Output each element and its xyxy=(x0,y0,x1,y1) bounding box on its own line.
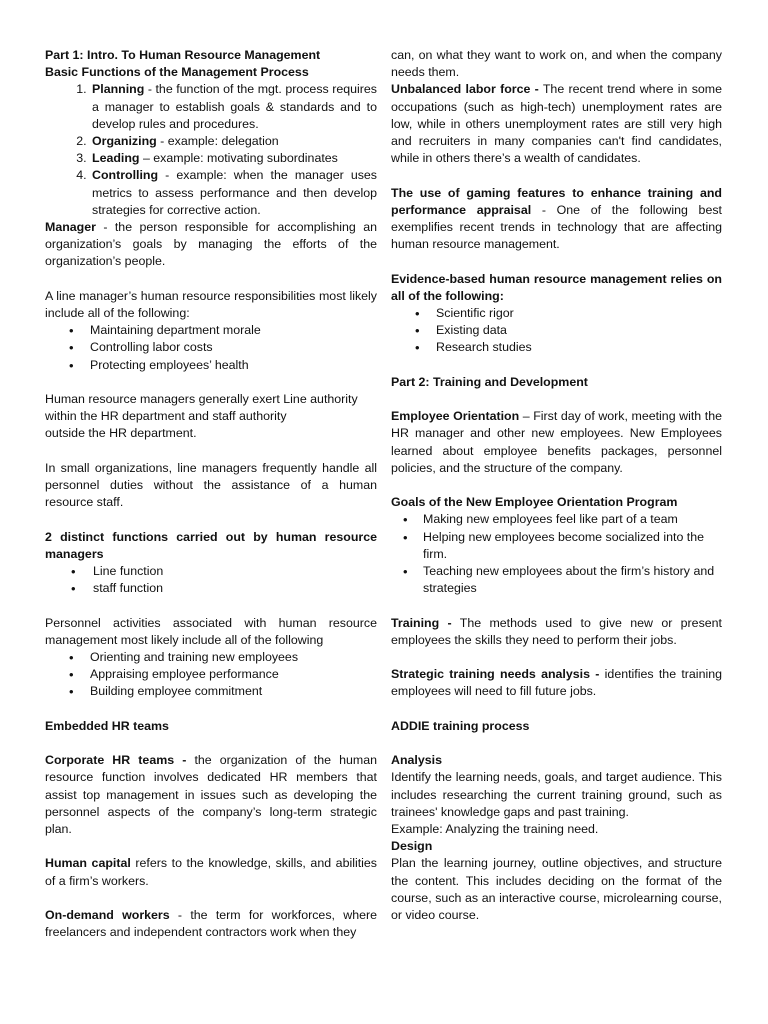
function-term: Controlling xyxy=(92,168,159,183)
corporate-text: the organization of the human resource function involves dedicated HR members that assist top management in issues such as developing the personnel aspects of the company’s long-term strategic plan. xyxy=(45,753,378,837)
list-item: • Maintaining department morale xyxy=(90,322,377,339)
manager-text: - the person responsible for accomplishing an organization’s goals by managing the efforts of the organization’s people. xyxy=(45,220,377,269)
list-item: • Appraising employee performance xyxy=(90,666,377,683)
list-item: • Helping new employees become socialized into the firm. xyxy=(423,529,722,563)
embedded-hr-heading: Embedded HR teams xyxy=(45,718,169,733)
basic-functions-heading: Basic Functions of the Management Process xyxy=(45,65,309,80)
list-item: • Orienting and training new employees xyxy=(90,649,377,666)
design-text: Plan the learning journey, outline objectives, and structure the content. This includes deciding on the format of the course, such as an interactive course, microlearning course, or video course. xyxy=(391,856,722,923)
strategic-text: identifies the training employees will need to fill future jobs. xyxy=(391,667,722,699)
evidence-heading: Evidence-based human resource management relies on all of the following: xyxy=(391,271,722,303)
hr-authority-line: outside the HR department. xyxy=(45,426,197,441)
on-demand-continuation: can, on what they want to work on, and when the company needs them. xyxy=(391,48,722,80)
addie-heading: ADDIE training process xyxy=(391,718,530,733)
corporate-hr-paragraph xyxy=(45,752,377,838)
list-item: • Making new employees feel like part of a team xyxy=(423,511,722,528)
gaming-text: - One of the following best exemplifies recent trends in technology that are affecting human resource management. xyxy=(391,202,722,252)
personnel-list xyxy=(45,649,377,701)
evidence-list xyxy=(391,305,722,357)
list-item: • Teaching new employees about the firm’s history and strategies xyxy=(423,563,722,597)
training-term: Training - xyxy=(391,615,452,630)
gaming-term: The use of gaming features to enhance training and performance appraisal xyxy=(391,185,722,217)
goals-heading: Goals of the New Employee Orientation Program xyxy=(391,495,678,510)
unbalanced-text: The recent trend where in some occupations (such as high-tech) unemployment rates are low, while in others unemployment rates are still very high and recruiters in many companies can't find candidates, while in others there’s a wealth of candidates. xyxy=(391,82,722,166)
manager-definition xyxy=(45,219,377,271)
goals-list xyxy=(391,511,722,597)
gaming-paragraph xyxy=(391,185,722,254)
hr-authority-line: Human resource managers generally exert Line authority xyxy=(45,392,358,407)
analysis-example: Example: Analyzing the training need. xyxy=(391,822,599,836)
small-orgs-paragraph: In small organizations, line managers frequently handle all personnel duties without the assistance of a human resource staff. xyxy=(45,460,377,510)
function-term: Leading xyxy=(92,151,140,166)
list-item xyxy=(90,81,377,133)
analysis-heading: Analysis xyxy=(391,753,442,768)
function-text: - example: when the manager uses metrics to assess performance and then develop strategies for corrective action. xyxy=(92,168,377,217)
training-paragraph xyxy=(391,615,722,649)
right-column xyxy=(391,47,722,924)
function-text: – example: motivating subordinates xyxy=(139,151,338,166)
two-functions-heading: 2 distinct functions carried out by human resource managers xyxy=(45,529,377,561)
corporate-term: Corporate HR teams - xyxy=(45,753,187,768)
function-text: - the function of the mgt. process requires a manager to establish goals & standards and to develop rules and procedures. xyxy=(92,82,377,131)
list-item: • Line function xyxy=(93,563,377,580)
orientation-text: – First day of work, meeting with the HR manager and other new employees. New Employees learned about employee benefits packages, personnel policies, and the structure of the company. xyxy=(391,409,722,475)
strategic-term: Strategic training needs analysis - xyxy=(391,667,600,682)
part2-heading: Part 2: Training and Development xyxy=(391,374,588,389)
line-manager-list xyxy=(45,322,377,374)
manager-term: Manager xyxy=(45,220,96,235)
list-item: • Existing data xyxy=(436,322,722,339)
analysis-text: Identify the learning needs, goals, and target audience. This includes researching the current training ground, such as trainees' knowledge gaps and past training. xyxy=(391,770,722,819)
personnel-intro: Personnel activities associated with human resource management most likely include all of the following xyxy=(45,615,377,647)
unbalanced-term: Unbalanced labor force - xyxy=(391,82,539,97)
on-demand-paragraph xyxy=(45,907,377,941)
human-capital-term: Human capital xyxy=(45,856,131,871)
list-item: • Scientific rigor xyxy=(436,305,722,322)
management-functions-list xyxy=(45,81,377,219)
two-functions-list xyxy=(45,563,377,597)
unbalanced-paragraph xyxy=(391,81,722,167)
line-manager-intro: A line manager’s human resource responsibilities most likely include all of the following: xyxy=(45,288,377,321)
orientation-term: Employee Orientation xyxy=(391,409,520,424)
list-item: • Research studies xyxy=(436,339,722,356)
list-item xyxy=(90,133,377,150)
design-heading: Design xyxy=(391,839,433,854)
on-demand-text: - the term for workforces, where freelancers and independent contractors work when they xyxy=(45,908,377,940)
list-item: • Protecting employees’ health xyxy=(90,357,377,374)
on-demand-term: On-demand workers xyxy=(45,908,170,923)
training-text: The methods used to give new or present employees the skills they need to perform their jobs. xyxy=(391,615,722,647)
part1-heading: Part 1: Intro. To Human Resource Management xyxy=(45,48,321,62)
list-item xyxy=(90,167,377,219)
function-term: Organizing xyxy=(92,134,157,149)
human-capital-text: refers to the knowledge, skills, and abilities of a firm’s workers. xyxy=(45,856,377,888)
hr-authority-line: within the HR department and staff authority xyxy=(45,409,287,424)
list-item: • Controlling labor costs xyxy=(90,339,377,356)
strategic-paragraph xyxy=(391,666,722,700)
list-item xyxy=(90,150,377,167)
function-term: Planning xyxy=(92,82,145,97)
left-column xyxy=(45,47,377,941)
list-item: • staff function xyxy=(93,580,377,597)
orientation-paragraph xyxy=(391,408,722,477)
human-capital-paragraph xyxy=(45,855,377,889)
list-item: • Building employee commitment xyxy=(90,683,377,700)
function-text: - example: delegation xyxy=(156,134,279,149)
